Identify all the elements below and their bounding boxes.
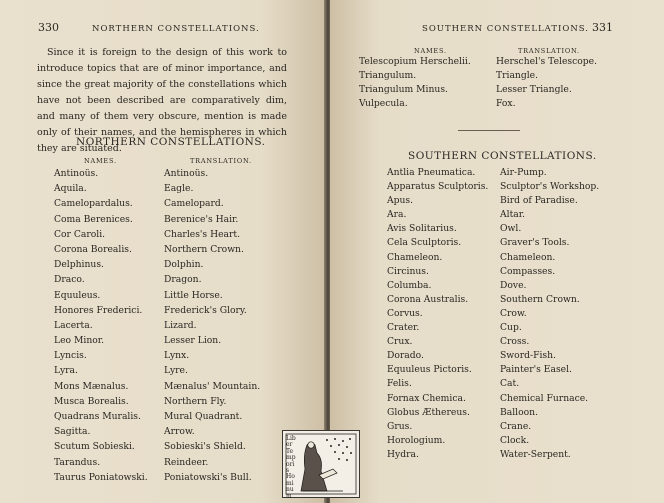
constellation-name: Equuleus Pictoris. [387, 364, 472, 376]
constellation-name: Telescopium Herschelii. [359, 56, 471, 67]
continued-names-list [359, 55, 471, 111]
constellation-name: Lacerta. [54, 319, 93, 331]
constellation-translation: Clock. [500, 434, 530, 446]
column-header-names: NAMES. [84, 157, 117, 165]
constellation-translation: Owl. [500, 223, 522, 235]
constellation-name: Grus. [387, 420, 413, 432]
constellation-translation: Cup. [500, 322, 522, 334]
constellation-name: Corvus. [387, 307, 423, 319]
constellation-translation: Charles's Heart. [164, 228, 240, 240]
constellation-name: Antlia Pneumatica. [387, 167, 476, 178]
constellation-name: Triangulum Minus. [359, 84, 448, 95]
constellation-name: Equuleus. [54, 289, 101, 301]
constellation-translation: Balloon. [500, 406, 539, 418]
constellation-name: Camelopardalus. [54, 198, 133, 210]
constellation-name: Cela Sculptoris. [387, 237, 462, 249]
constellation-name: Mons Mænalus. [54, 380, 129, 392]
constellation-translation: Sobieski's Shield. [164, 441, 246, 453]
constellation-translation: Altar. [500, 209, 526, 221]
running-head-left: NORTHERN CONSTELLATIONS. [92, 24, 260, 34]
constellation-name: Sagitta. [54, 426, 91, 438]
constellation-translation: Chameleon. [500, 251, 556, 263]
constellation-translation: Dolphin. [164, 259, 204, 271]
constellation-translation: Triangle. [496, 70, 539, 81]
constellation-name: Triangulum. [359, 70, 417, 81]
constellation-translation: Compasses. [500, 265, 556, 277]
constellation-translation: Mænalus' Mountain. [164, 380, 261, 392]
constellation-name: Coma Berenices. [54, 213, 133, 225]
constellation-name: Chameleon. [387, 251, 443, 263]
left-page [0, 0, 326, 503]
constellation-translation: Reindeer. [164, 456, 209, 468]
constellation-name: Globus Æthereus. [387, 406, 470, 418]
constellation-name: Apparatus Sculptoris. [387, 181, 489, 193]
southern-names-list [387, 166, 488, 462]
northern-translations-list [164, 166, 260, 485]
constellation-name: Corona Borealis. [54, 243, 132, 255]
constellation-translation: Dove. [500, 279, 527, 291]
constellation-name: Apus. [387, 195, 414, 207]
constellation-translation: Frederick's Glory. [164, 304, 247, 316]
constellation-translation: Camelopard. [164, 198, 224, 210]
constellation-translation: Cross. [500, 336, 530, 348]
constellation-name: Vulpecula. [359, 98, 408, 109]
stamp-text: Liber Temporis Hominum [286, 435, 296, 500]
constellation-name: Lyra. [54, 365, 78, 377]
constellation-name: Honores Frederici. [54, 304, 143, 316]
column-header-translation-right: TRANSLATION. [518, 47, 580, 55]
constellation-translation: Air-Pump. [500, 167, 547, 178]
constellation-translation: Chemical Furnace. [500, 392, 589, 404]
column-header-names-right: NAMES. [414, 47, 447, 55]
constellation-translation: Berenice's Hair. [164, 213, 239, 225]
constellation-translation: Poniatowski's Bull. [164, 471, 252, 483]
constellation-translation: Lyre. [164, 365, 188, 377]
constellation-name: Scutum Sobieski. [54, 441, 135, 453]
constellation-translation: Northern Fly. [164, 395, 227, 407]
constellation-translation: Dragon. [164, 274, 202, 286]
constellation-name: Dorado. [387, 350, 424, 362]
constellation-translation: Little Horse. [164, 289, 223, 301]
constellation-translation: Southern Crown. [500, 293, 580, 305]
constellation-name: Felis. [387, 378, 412, 390]
constellation-translation: Lynx. [164, 350, 190, 362]
constellation-name: Crux. [387, 336, 413, 348]
constellation-translation: Antinoüs. [164, 168, 209, 179]
constellation-name: Quadrans Muralis. [54, 411, 141, 422]
constellation-name: Fornax Chemica. [387, 392, 466, 404]
constellation-translation: Graver's Tools. [500, 237, 570, 249]
column-header-translation: TRANSLATION. [190, 157, 252, 165]
constellation-name: Avis Solitarius. [387, 223, 457, 235]
constellation-translation: Northern Crown. [164, 243, 244, 255]
constellation-name: Horologium. [387, 434, 446, 446]
constellation-name: Circinus. [387, 265, 429, 277]
running-head-right: SOUTHERN CONSTELLATIONS. [422, 24, 590, 34]
constellation-name: Corona Australis. [387, 293, 469, 305]
constellation-translation: Crow. [500, 307, 527, 319]
constellation-name: Crater. [387, 322, 420, 334]
constellation-name: Ara. [387, 209, 407, 221]
continued-translations-list [496, 55, 597, 111]
constellation-translation: Water-Serpent. [500, 448, 571, 460]
section-title-southern: SOUTHERN CONSTELLATIONS. [408, 150, 597, 162]
constellation-translation: Arrow. [164, 426, 195, 438]
page-number-left: 330 [38, 21, 59, 34]
constellation-name: Taurus Poniatowski. [54, 471, 148, 483]
constellation-translation: Lizard. [164, 319, 197, 331]
constellation-translation: Lesser Triangle. [496, 84, 572, 95]
constellation-translation: Sword-Fish. [500, 350, 556, 362]
constellation-name: Tarandus. [54, 456, 101, 468]
section-divider-rule [458, 130, 520, 131]
constellation-name: Delphinus. [54, 259, 104, 271]
southern-translations-list [500, 166, 599, 462]
constellation-translation: Eagle. [164, 183, 194, 195]
constellation-translation: Painter's Easel. [500, 364, 572, 376]
right-page [330, 0, 664, 503]
page-number-right: 331 [592, 21, 613, 34]
constellation-name: Musca Borealis. [54, 395, 129, 407]
constellation-name: Hydra. [387, 448, 419, 460]
constellation-name: Antinoüs. [54, 168, 99, 179]
constellation-translation: Fox. [496, 98, 516, 109]
constellation-name: Lyncis. [54, 350, 87, 362]
northern-names-list [54, 166, 148, 485]
section-title-northern: NORTHERN CONSTELLATIONS. [76, 136, 266, 148]
constellation-name: Columba. [387, 279, 432, 291]
constellation-translation: Lesser Lion. [164, 335, 222, 347]
constellation-translation: Mural Quadrant. [164, 411, 243, 422]
constellation-name: Leo Minor. [54, 335, 105, 347]
constellation-translation: Sculptor's Workshop. [500, 181, 600, 193]
constellation-name: Aquila. [54, 183, 87, 195]
constellation-translation: Crane. [500, 420, 532, 432]
constellation-name: Draco. [54, 274, 85, 286]
constellation-translation: Bird of Paradise. [500, 195, 578, 207]
constellation-name: Cor Caroli. [54, 228, 106, 240]
constellation-translation: Cat. [500, 378, 520, 390]
constellation-translation: Herschel's Telescope. [496, 56, 598, 67]
intro-paragraph: Since it is foreign to the design of this work to introduce topics that are of minor importance, and since the great majority of the constellations which have not been described are comparatively dim, and many of them very obscure, mention is made only of their names, and the hemispheres in which they are situated. [37, 47, 287, 154]
